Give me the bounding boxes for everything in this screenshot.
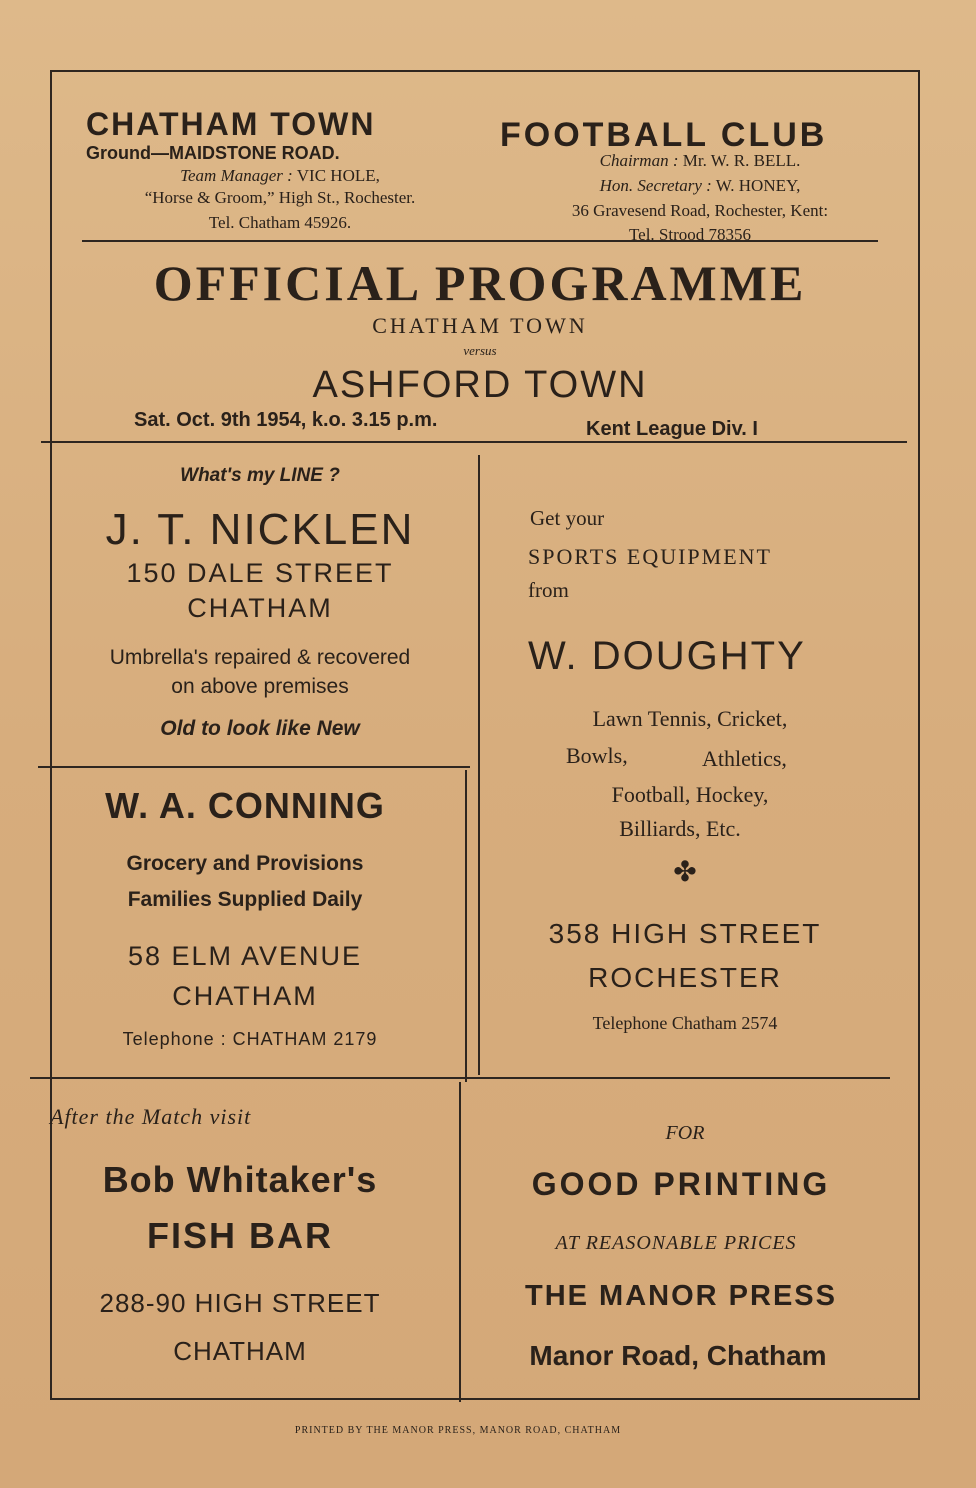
conning-address-street: 58 ELM AVENUE (127, 941, 363, 971)
home-team: CHATHAM TOWN (372, 313, 588, 338)
manager-name: VIC HOLE, (296, 166, 380, 185)
manager-telephone: Tel. Chatham 45926. (208, 213, 352, 232)
club-name-left: CHATHAM TOWN (86, 106, 376, 142)
whitaker-address-town: CHATHAM (173, 1336, 307, 1366)
nicklen-conning-divider (38, 766, 470, 768)
doughty-name: W. DOUGHTY (528, 634, 806, 678)
manager-label: Team Manager : (180, 166, 293, 185)
nicklen-service-line2: on above premises (171, 675, 349, 698)
manor-name: THE MANOR PRESS (525, 1280, 837, 1312)
chairman-label: Chairman : (599, 151, 679, 170)
secretary-telephone: Tel. Strood 78356 (628, 225, 752, 244)
conning-telephone: Telephone : CHATHAM 2179 (122, 1029, 378, 1049)
nicklen-slogan: Old to look like New (160, 717, 360, 740)
manor-for: FOR (665, 1122, 705, 1144)
bottom-row-divider (30, 1077, 890, 1079)
nicklen-address-street: 150 DALE STREET (126, 558, 394, 588)
whitaker-intro: After the Match visit (50, 1104, 252, 1129)
competition: Kent League Div. I (586, 418, 758, 440)
nicklen-address-town: CHATHAM (187, 593, 333, 623)
chairman-line (500, 152, 900, 169)
doughty-items-line4: Billiards, Etc. (619, 816, 741, 841)
manor-subline: AT REASONABLE PRICES (555, 1232, 797, 1254)
manor-address: Manor Road, Chatham (529, 1340, 827, 1371)
chairman-name: Mr. W. R. BELL. (682, 151, 801, 170)
whitaker-name-line1: Bob Whitaker's (102, 1159, 378, 1200)
doughty-items-line3: Football, Hockey, (611, 782, 769, 807)
ground-label: Ground—MAIDSTONE ROAD. (86, 143, 340, 163)
doughty-line3: from (528, 578, 569, 602)
conning-address-town: CHATHAM (172, 981, 318, 1011)
doughty-items-line1: Lawn Tennis, Cricket, (592, 706, 788, 731)
nicklen-tagline: What's my LINE ? (180, 465, 340, 486)
doughty-line1: Get your (530, 506, 605, 530)
ornament-icon: ✤ (673, 856, 697, 887)
ads-vertical-divider-lower (459, 1082, 461, 1402)
nicklen-name: J. T. NICKLEN (105, 505, 415, 554)
printer-imprint: PRINTED BY THE MANOR PRESS, MANOR ROAD, CHATHAM (294, 1425, 622, 1436)
secretary-label: Hon. Secretary : (599, 176, 712, 195)
doughty-address-town: ROCHESTER (588, 962, 782, 993)
club-name-right: FOOTBALL CLUB (500, 116, 828, 154)
title-bottom-rule (41, 441, 907, 443)
versus-label: versus (463, 343, 497, 358)
conning-line1: Grocery and Provisions (126, 852, 364, 875)
programme-title: OFFICIAL PROGRAMME (153, 255, 807, 311)
doughty-items-line2b: Athletics, (702, 746, 787, 771)
doughty-address-street: 358 HIGH STREET (548, 918, 822, 949)
manor-headline: GOOD PRINTING (531, 1166, 831, 1202)
nicklen-service-line1: Umbrella's repaired & recovered (109, 646, 411, 669)
conning-name: W. A. CONNING (105, 785, 385, 826)
secretary-name: W. HONEY, (715, 176, 801, 195)
secretary-address: 36 Gravesend Road, Rochester, Kent: (571, 201, 829, 220)
whitaker-name-line2: FISH BAR (147, 1215, 333, 1256)
away-team: ASHFORD TOWN (312, 364, 648, 406)
whitaker-address-street: 288-90 HIGH STREET (99, 1288, 381, 1318)
doughty-line2: SPORTS EQUIPMENT (528, 544, 772, 569)
manager-address: “Horse & Groom,” High St., Rochester. (144, 188, 416, 207)
doughty-items-line2a: Bowls, (566, 743, 628, 768)
match-date-kickoff: Sat. Oct. 9th 1954, k.o. 3.15 p.m. (134, 409, 438, 431)
team-manager-line (80, 167, 480, 184)
secretary-line (500, 177, 900, 194)
doughty-telephone: Telephone Chatham 2574 (592, 1013, 778, 1033)
conning-line2: Families Supplied Daily (127, 888, 363, 911)
